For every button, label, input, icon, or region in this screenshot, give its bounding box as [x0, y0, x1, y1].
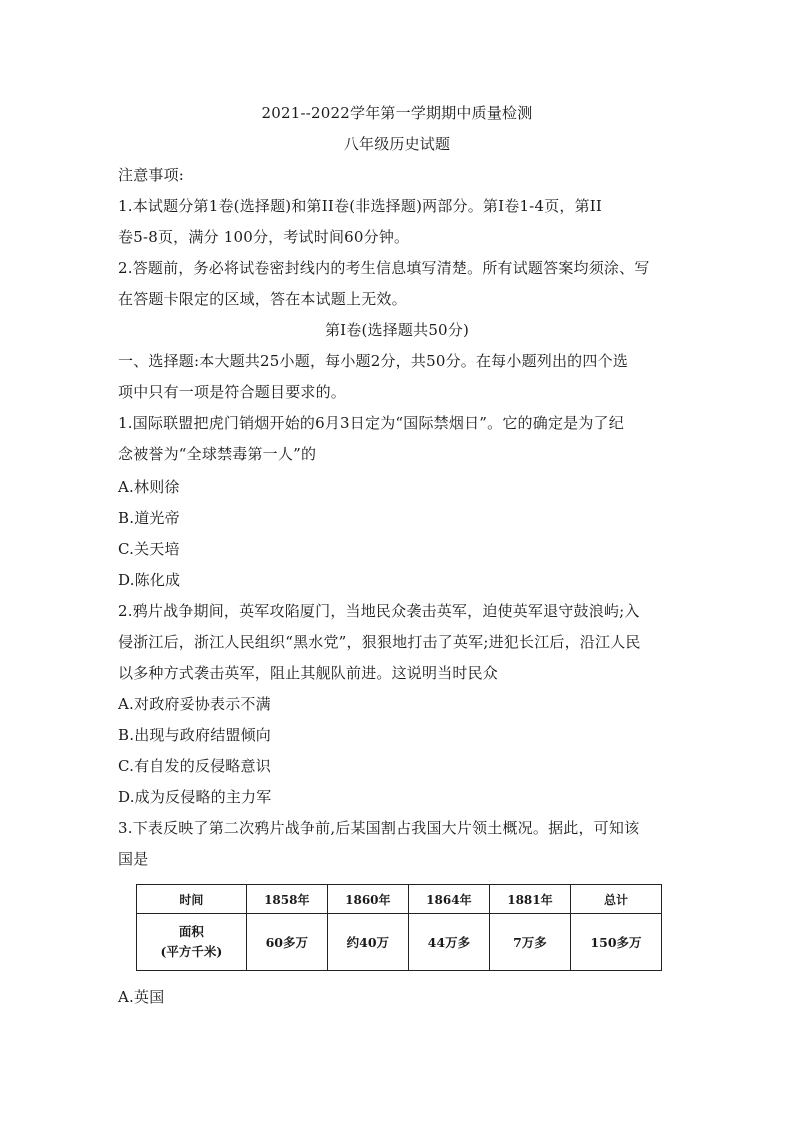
table-header-cell: 时间: [137, 885, 247, 914]
table-header-cell: 1858年: [246, 885, 327, 914]
q2-option-d: D.成为反侵略的主力军: [118, 788, 272, 806]
q2-stem-line2: 侵浙江后，浙江人民组织“黑水党”，狠狠地打击了英军;进犯长江后，沿江人民: [118, 633, 641, 651]
table-cell: 60多万: [246, 914, 327, 971]
section1-intro-line2: 项中只有一项是符合题目要求的。: [118, 383, 347, 401]
section1-intro-line1: 一、选择题:本大题共25小题，每小题2分，共50分。在每小题列出的四个选: [118, 352, 628, 370]
exam-title: 2021--2022学年第一学期期中质量检测: [261, 104, 533, 122]
row-label-line1: 面积: [178, 924, 204, 939]
q2-option-a: A.对政府妥协表示不满: [118, 695, 271, 713]
q2-stem-line3: 以多种方式袭击英军，阻止其舰队前进。这说明当时民众: [118, 664, 499, 682]
notice-item2-line1: 2.答题前，务必将试卷密封线内的考生信息填写清楚。所有试题答案均须涂、写: [118, 259, 650, 277]
exam-subtitle: 八年级历史试题: [343, 135, 451, 153]
q1-option-b: B.道光帝: [118, 509, 180, 527]
row-label-line2: (平方千米): [160, 944, 223, 959]
notice-item1-line1: 1.本试题分第1卷(选择题)和第II卷(非选择题)两部分。第I卷1-4页，第II: [118, 197, 603, 215]
q1-stem-line1: 1.国际联盟把虎门销烟开始的6月3日定为“国际禁烟日”。它的确定是为了纪: [118, 414, 624, 432]
territory-table: [136, 884, 662, 971]
table-cell: 150多万: [570, 914, 661, 971]
q1-option-a: A.林则徐: [118, 478, 180, 496]
table-cell: 7万多: [489, 914, 570, 971]
q3-stem-line2: 国是: [118, 850, 149, 868]
table-header-cell: 总计: [570, 885, 661, 914]
notice-item1-line2: 卷5-8页，满分 100分，考试时间60分钟。: [118, 228, 410, 246]
q1-stem-line2: 念被誉为“全球禁毒第一人”的: [118, 445, 317, 463]
q3-option-a: A.英国: [118, 988, 165, 1006]
table-header-cell: 1860年: [327, 885, 408, 914]
section1-title: 第I卷(选择题共50分): [324, 321, 470, 339]
table-header-cell: 1864年: [408, 885, 489, 914]
q3-stem-line1: 3.下表反映了第二次鸦片战争前,后某国割占我国大片领土概况。据此，可知该: [118, 819, 640, 837]
q1-option-d: D.陈化成: [118, 571, 181, 589]
table-row-label: [137, 914, 247, 971]
q2-stem-line1: 2.鸦片战争期间，英军攻陷厦门，当地民众袭击英军，迫使英军退守鼓浪屿;入: [118, 602, 640, 620]
table-header-row: [137, 885, 662, 914]
notice-item2-line2: 在答题卡限定的区域，答在本试题上无效。: [118, 290, 407, 308]
q1-option-c: C.关天培: [118, 540, 180, 558]
q2-option-c: C.有自发的反侵略意识: [118, 757, 271, 775]
table-cell: 约40万: [327, 914, 408, 971]
table-header-cell: 1881年: [489, 885, 570, 914]
table-cell: 44万多: [408, 914, 489, 971]
notice-heading: 注意事项:: [118, 166, 185, 184]
table-row: [137, 914, 662, 971]
q2-option-b: B.出现与政府结盟倾向: [118, 726, 271, 744]
